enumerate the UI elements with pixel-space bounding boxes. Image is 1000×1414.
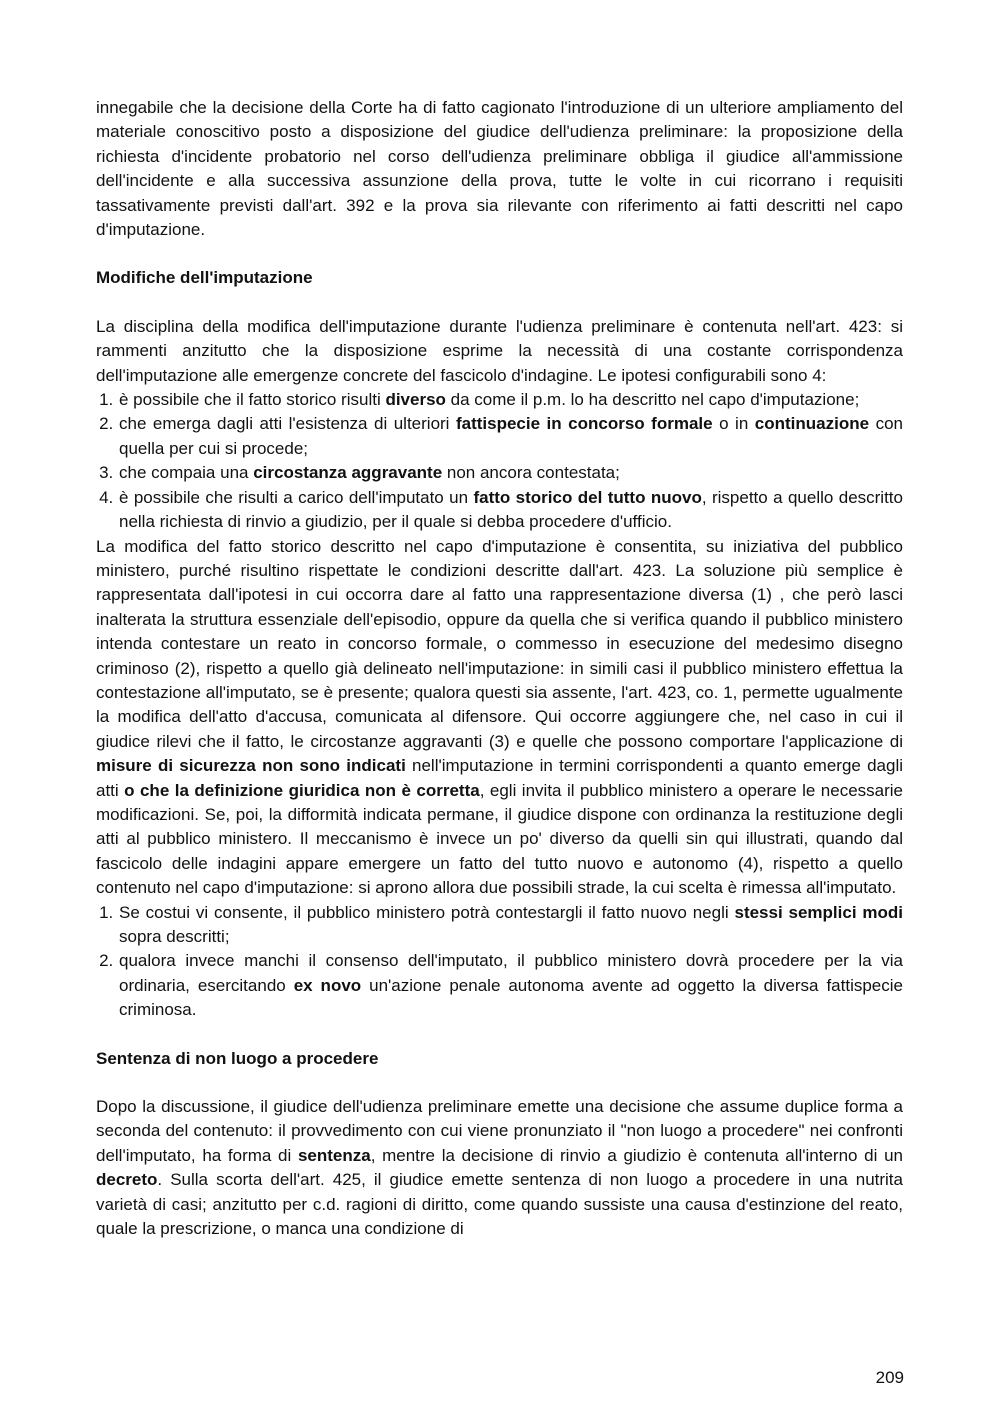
list-item: 4. è possibile che risulti a carico dell'imputato un fatto storico del tutto nuovo, rispetto a quello descritto nella richiesta di rinvio a giudizio, per il quale si debba procedere d'ufficio. <box>118 486 903 535</box>
document-page <box>96 96 903 1241</box>
section-heading-sentenza: Sentenza di non luogo a procedere <box>96 1048 379 1068</box>
list-item: 1. Se costui vi consente, il pubblico ministero potrà contestargli il fatto nuovo negli stessi semplici modi sopra descritti; <box>118 901 903 950</box>
list-item: 1. è possibile che il fatto storico risulti diverso da come il p.m. lo ha descritto nel capo d'imputazione; <box>118 388 903 412</box>
paragraph-disciplina: La disciplina della modifica dell'imputazione durante l'udienza preliminare è contenuta nell'art. 423: si rammenti anzitutto che la disposizione esprime la necessità di una costante corrispondenza dell'imputazione alle emergenze concrete del fascicolo d'indagine. Le ipotesi configurabili sono 4: <box>96 316 903 385</box>
options-list <box>96 901 903 1023</box>
paragraph-intro: innegabile che la decisione della Corte ha di fatto cagionato l'introduzione di un ulteriore ampliamento del materiale conoscitivo posto a disposizione del giudice dell'udienza preliminare: la proposizione della richiesta d'incidente probatorio nel corso dell'udienza preliminare obbliga il giudice all'ammissione dell'incidente e alla successiva assunzione della prova, tutte le volte in cui ricorrano i requisiti tassativamente previsti dall'art. 392 e la prova sia rilevante con riferimento ai fatti descritti nel capo d'imputazione. <box>96 98 903 240</box>
section-heading-modifiche: Modifiche dell'imputazione <box>96 268 313 288</box>
paragraph-modifica-fatto: La modifica del fatto storico descritto nel capo d'imputazione è consentita, su iniziativa del pubblico ministero, purché risultino rispettate le condizioni descritte dall'art. 423. La soluzione più semplice è rappresentata dall'ipotesi in cui occorra dare al fatto una rappresentazione diversa (1) , che però lasci inalterata la struttura essenziale dell'episodio, oppure da quella che si verifica quando il pubblico ministero intenda contestare un reato in concorso formale, o commesso in esecuzione del medesimo disegno criminoso (2), rispetto a quello già delineato nell'imputazione: in simili casi il pubblico ministero effettua la contestazione all'imputato, se è presente; qualora questi sia assente, l'art. 423, co. 1, permette ugualmente la modifica dell'atto d'accusa, comunicata al difensore. Qui occorre aggiungere che, nel caso in cui il giudice rilevi che il fatto, le circostanze aggravanti (3) e quelle che possono comportare l'applicazione di misure di sicurezza non sono indicati nell'imputazione in termini corrispondenti a quanto emerge dagli atti o che la definizione giuridica non è corretta, egli invita il pubblico ministero a operare le necessarie modificazioni. Se, poi, la difformità indicata permane, il giudice dispone con ordinanza la restituzione degli atti al pubblico ministero. Il meccanismo è invece un po' diverso da quelli sin qui illustrati, quando dal fascicolo delle indagini appare emergere un fatto del tutto nuovo e autonomo (4), rispetto a quello contenuto nel capo d'imputazione: si aprono allora due possibili strade, la cui scelta è rimessa all'imputato. <box>96 536 904 898</box>
list-item: 2. che emerga dagli atti l'esistenza di ulteriori fattispecie in concorso formale o in continuazione con quella per cui si procede; <box>118 412 903 461</box>
hypotheses-list <box>96 388 903 534</box>
paragraph-sentenza: Dopo la discussione, il giudice dell'udienza preliminare emette una decisione che assume duplice forma a seconda del contenuto: il provvedimento con cui viene pronunziato il "non luogo a procedere" nei confronti dell'imputato, ha forma di sentenza, mentre la decisione di rinvio a giudizio è contenuta all'interno di un decreto. Sulla scorta dell'art. 425, il giudice emette sentenza di non luogo a procedere in una nutrita varietà di casi; anzitutto per c.d. ragioni di diritto, come quando sussiste una causa d'estinzione del reato, quale la prescrizione, o manca una condizione di <box>96 1097 903 1239</box>
list-item: 3. che compaia una circostanza aggravante non ancora contestata; <box>118 461 903 485</box>
page-number: 209 <box>875 1368 904 1387</box>
list-item: 2. qualora invece manchi il consenso dell'imputato, il pubblico ministero dovrà procedere per la via ordinaria, esercitando ex novo un'azione penale autonoma avente ad oggetto la diversa fattispecie criminosa. <box>118 949 903 1022</box>
